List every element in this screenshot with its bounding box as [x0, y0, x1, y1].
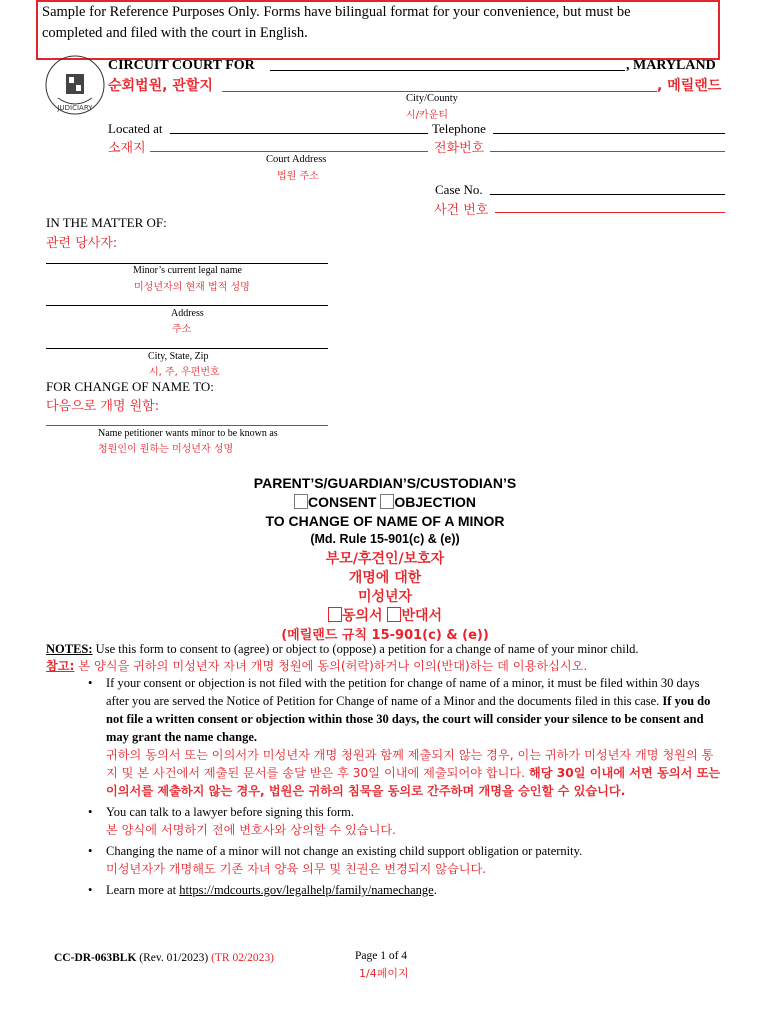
- note-3-text: Changing the name of a minor will not change an existing child support obligation or paternity.: [106, 844, 583, 858]
- title-ko-options: [0, 605, 770, 625]
- note-2-ko: 본 양식에 서명하기 전에 변호사와 상의할 수 있습니다.: [106, 823, 397, 837]
- located-at-label-ko: 소재지: [108, 141, 146, 156]
- notes-paragraph: [46, 642, 736, 657]
- namechange-link[interactable]: https://mdcourts.gov/legalhelp/family/namechange: [179, 883, 434, 897]
- city-state-zip-caption-ko: 시, 주, 우편번호: [149, 367, 220, 378]
- new-name-caption-ko: 청원인이 원하는 미성년자 성명: [98, 444, 234, 455]
- court-label-ko: 순회법원, 관할지: [108, 78, 213, 94]
- note-1-ko-bold: 해당 30일 이내에 서면 동의서 또는 이의서를 제출하지 않는 경우, 법원은 귀하의 침묵을 동의로 간주하며 개명을 승인할 수 있습니다.: [106, 766, 721, 798]
- title-line-1: PARENT’S/GUARDIAN’S/CUSTODIAN’S: [253, 475, 517, 491]
- new-name-caption: Name petitioner wants minor to be known as: [98, 428, 278, 439]
- telephone-field[interactable]: [493, 133, 725, 134]
- form-id-footer: [54, 952, 274, 964]
- title-line-3: TO CHANGE OF NAME OF A MINOR: [265, 513, 505, 529]
- city-state-zip-field[interactable]: [46, 348, 328, 349]
- note-4-post: .: [433, 883, 437, 897]
- note-1-ko-text: 귀하의 동의서 또는 이의서가 미성년자 개명 청원과 함께 제출되지 않는 경우, 이는 귀하가 미성년자 개명 청원의 통지 및 본 사건에서 제출된 문서를 송달 받은 후 30일 이내에 제출되어야 합니다.: [106, 748, 714, 780]
- note-1-bold: If you do not file a written consent or objection within those 30 days, the court will consider your silence to be consent and may grant the name change.: [106, 694, 711, 744]
- city-county-caption-ko: 시/카운티: [406, 110, 449, 121]
- court-address-caption: Court Address: [266, 154, 327, 165]
- title-rule-ko: (메릴랜드 규칙 15-901(c) & (e)): [281, 628, 489, 643]
- case-number-line-ko: [495, 212, 725, 213]
- court-address-field[interactable]: [170, 133, 428, 134]
- consent-label-ko: 동의서: [341, 608, 383, 624]
- title-ko-3: 미성년자: [357, 589, 413, 605]
- page-number: Page 1 of 4: [355, 950, 408, 962]
- change-to-label: FOR CHANGE OF NAME TO:: [46, 379, 214, 394]
- note-4-pre: Learn more at: [106, 883, 180, 897]
- banner-line-1: Sample for Reference Purposes Only. Forms have bilingual format for your convenience, but must be: [42, 4, 631, 20]
- case-number-field[interactable]: [490, 194, 725, 195]
- sample-banner: [36, 0, 720, 60]
- note-2-text: You can talk to a lawyer before signing this form.: [106, 805, 354, 819]
- notes-label: NOTES:: [46, 642, 93, 656]
- minor-name-field[interactable]: [46, 263, 328, 264]
- address-caption: Address: [171, 308, 204, 319]
- consent-label: CONSENT: [307, 494, 377, 510]
- consent-checkbox-ko[interactable]: [328, 607, 342, 622]
- court-county-field-ko: [222, 91, 657, 92]
- notes-text-ko: 본 양식을 귀하의 미성년자 자녀 개명 청원에 동의(허락)하거나 이의(반대)하는 데 이용하십시오.: [74, 659, 588, 673]
- city-county-caption: City/County: [406, 93, 458, 104]
- matter-label: IN THE MATTER OF:: [46, 215, 167, 230]
- title-ko-2: 개명에 대한: [348, 570, 422, 586]
- court-label: CIRCUIT COURT FOR: [108, 58, 255, 73]
- list-item: • Changing the name of a minor will not change an existing child support obligation or paternity. 미성년자가 개명해도 기존 자녀 양육 의무 및 친권은 변경되지 않습니다.: [80, 842, 725, 878]
- located-at-label: Located at: [108, 121, 163, 136]
- minor-name-caption-ko: 미성년자의 현재 법적 성명: [134, 282, 250, 293]
- notes-text: Use this form to consent to (agree) or object to (oppose) a petition for a change of name of your minor child.: [92, 642, 639, 656]
- matter-label-ko: 관련 당사자:: [46, 236, 118, 251]
- address-field[interactable]: [46, 305, 328, 306]
- telephone-line-ko: [490, 151, 725, 152]
- form-rev: (Rev. 01/2023): [136, 952, 212, 964]
- notes-list: [80, 674, 725, 902]
- case-no-label: Case No.: [435, 182, 483, 197]
- city-state-zip-caption: City, State, Zip: [148, 351, 209, 362]
- note-3-ko: 미성년자가 개명해도 기존 자녀 양육 의무 및 친권은 변경되지 않습니다.: [106, 862, 487, 876]
- objection-checkbox-ko[interactable]: [387, 607, 401, 622]
- title-rule: (Md. Rule 15-901(c) & (e)): [310, 532, 460, 546]
- page-number-ko: 1/4페이지: [359, 967, 409, 980]
- objection-label-ko: 반대서: [401, 608, 443, 624]
- list-item: • Learn more at https://mdcourts.gov/legalhelp/family/namechange.: [88, 883, 437, 897]
- note-1-ko: [106, 746, 725, 800]
- title-options: [0, 494, 770, 510]
- court-suffix-ko: , 메릴랜드: [657, 78, 722, 94]
- court-address-line-ko: [150, 151, 428, 152]
- consent-checkbox[interactable]: [294, 494, 308, 509]
- notes-paragraph-ko: [46, 657, 736, 674]
- list-item: • If your consent or objection is not filed with the petition for change of name of a minor, it must be filed within 30 days after you are served the Notice of Petition for Change of name of a Minor and the documents filed in this case. If you do not file a written consent or objection within those 30 days, the court will consider your silence to be consent and may grant the name change. 귀하의 동의서 또는 이의서가 미성년자 개명 청원과 함께 제출되지 않는 경우, 이는 귀하가 미성년자 개명 청원의 통지 및 본 사건에서 제출된 문서를 송달 받은 후 30일 이내에 제출되어야 합니다. 해당 30일 이내에 서면 동의서 또는 이의서를 제출하지 않는 경우, 법원은 귀하의 침묵을 동의로 간주하며 개명을 승인할 수 있습니다.: [80, 674, 725, 800]
- telephone-label-ko: 전화번호: [434, 141, 485, 156]
- court-suffix: , MARYLAND: [626, 58, 716, 73]
- form-tr: (TR 02/2023): [211, 952, 274, 964]
- title-ko-1: 부모/후견인/보호자: [325, 551, 445, 567]
- court-county-field[interactable]: [270, 70, 625, 71]
- objection-checkbox[interactable]: [380, 494, 394, 509]
- notes-label-ko: 참고:: [46, 659, 75, 673]
- telephone-label: Telephone: [432, 121, 486, 136]
- objection-label: OBJECTION: [394, 494, 477, 510]
- change-to-label-ko: 다음으로 개명 원함:: [46, 399, 160, 414]
- form-id: CC-DR-063BLK: [54, 952, 137, 964]
- list-item: • You can talk to a lawyer before signing this form. 본 양식에 서명하기 전에 변호사와 상의할 수 있습니다.: [80, 803, 725, 839]
- banner-line-2: completed and filed with the court in English.: [42, 25, 308, 41]
- court-address-caption-ko: 법원 주소: [277, 171, 319, 182]
- case-no-label-ko: 사건 번호: [434, 203, 489, 218]
- svg-text:JUDICIARY: JUDICIARY: [57, 104, 93, 112]
- address-caption-ko: 주소: [172, 324, 192, 335]
- new-name-field[interactable]: [46, 425, 328, 426]
- court-seal-logo: [44, 54, 106, 116]
- note-1-text: If your consent or objection is not filed with the petition for change of name of a minor, it must be filed within 30 days after you are served the Notice of Petition for Change of name of a Minor and the documents filed in this case.: [106, 676, 700, 708]
- minor-name-caption: Minor’s current legal name: [133, 265, 242, 276]
